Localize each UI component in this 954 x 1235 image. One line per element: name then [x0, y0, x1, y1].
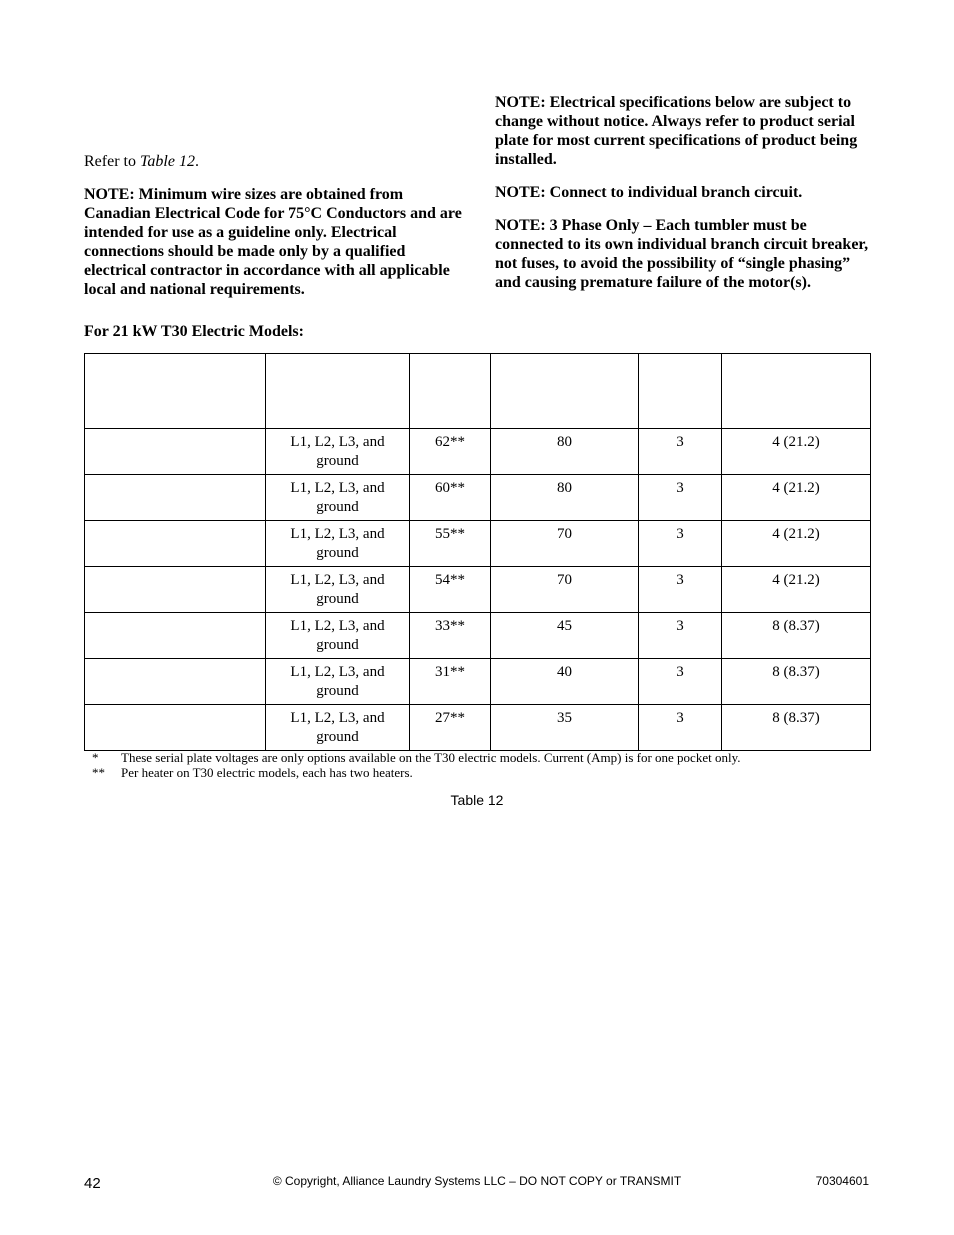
current-cell: 54**: [410, 567, 491, 613]
wire-size-cell: 4 (21.2): [722, 521, 871, 567]
table-header-row: [85, 354, 871, 429]
table-row: [85, 475, 871, 521]
current-cell: 27**: [410, 705, 491, 751]
wire-size-cell: 4 (21.2): [722, 475, 871, 521]
wires-cell: 3: [639, 705, 722, 751]
three-phase-note: NOTE: 3 Phase Only – Each tumbler must be connected to its own individual branch circuit breaker, not fuses, to avoid the possibility of “single phasing” and causing premature failure of the motor(s).: [495, 217, 869, 291]
table-footnotes: [92, 750, 740, 780]
footnote: [92, 765, 740, 780]
table-reference: [84, 152, 464, 171]
header-cell: [491, 354, 639, 429]
table-caption: Table 12: [450, 792, 504, 808]
table-row: [85, 705, 871, 751]
refer-suffix: .: [194, 153, 199, 170]
spec-change-note: NOTE: Electrical specifications below are subject to change without notice. Always refer to product serial plate for most current specifications of product being installed.: [495, 94, 858, 168]
connection-cell: L1, L2, L3, and ground: [266, 613, 410, 659]
header-cell: [266, 354, 410, 429]
wires-cell: 3: [639, 429, 722, 475]
breaker-cell: 70: [491, 567, 639, 613]
connection-cell: L1, L2, L3, and ground: [266, 475, 410, 521]
voltage-cell: [85, 659, 266, 705]
wires-cell: 3: [639, 567, 722, 613]
table-reference-link: Table 12: [139, 153, 195, 170]
voltage-cell: [85, 705, 266, 751]
header-cell: [722, 354, 871, 429]
voltage-cell: [85, 521, 266, 567]
branch-circuit-note: NOTE: Connect to individual branch circuit.: [495, 184, 803, 201]
voltage-cell: [85, 475, 266, 521]
page-number: 42: [84, 1175, 101, 1192]
table-row: [85, 521, 871, 567]
breaker-cell: 70: [491, 521, 639, 567]
connection-cell: L1, L2, L3, and ground: [266, 659, 410, 705]
footnote-mark: *: [92, 750, 99, 765]
copyright-notice: © Copyright, Alliance Laundry Systems LLC – DO NOT COPY or TRANSMIT: [272, 1174, 682, 1188]
wire-size-cell: 4 (21.2): [722, 429, 871, 475]
wires-cell: 3: [639, 613, 722, 659]
wire-size-note: NOTE: Minimum wire sizes are obtained from Canadian Electrical Code for 75°C Conductors and are intended for use as a guideline only. Electrical connections should be made only by a qualified electrical contractor in accordance with all applicable local and national requirements.: [84, 186, 462, 298]
header-cell: [85, 354, 266, 429]
connection-cell: L1, L2, L3, and ground: [266, 521, 410, 567]
voltage-cell: [85, 567, 266, 613]
table-row: [85, 429, 871, 475]
breaker-cell: 35: [491, 705, 639, 751]
current-cell: 31**: [410, 659, 491, 705]
footnote-mark: **: [92, 765, 105, 780]
electrical-spec-table: [84, 353, 871, 751]
wire-size-cell: 8 (8.37): [722, 613, 871, 659]
right-column: [495, 93, 873, 306]
table-row: [85, 659, 871, 705]
current-cell: 55**: [410, 521, 491, 567]
footnote-text: These serial plate voltages are only options available on the T30 electric models. Current (Amp) is for one pocket only.: [121, 750, 741, 765]
wire-size-cell: 8 (8.37): [722, 659, 871, 705]
left-column: [84, 152, 464, 313]
wire-size-cell: 4 (21.2): [722, 567, 871, 613]
current-cell: 60**: [410, 475, 491, 521]
header-cell: [410, 354, 491, 429]
connection-cell: L1, L2, L3, and ground: [266, 705, 410, 751]
wires-cell: 3: [639, 521, 722, 567]
voltage-cell: [85, 613, 266, 659]
breaker-cell: 45: [491, 613, 639, 659]
voltage-cell: [85, 429, 266, 475]
wire-size-cell: 8 (8.37): [722, 705, 871, 751]
wires-cell: 3: [639, 475, 722, 521]
breaker-cell: 80: [491, 429, 639, 475]
breaker-cell: 40: [491, 659, 639, 705]
table-row: [85, 613, 871, 659]
current-cell: 62**: [410, 429, 491, 475]
section-heading: For 21 kW T30 Electric Models:: [84, 323, 304, 340]
breaker-cell: 80: [491, 475, 639, 521]
connection-cell: L1, L2, L3, and ground: [266, 567, 410, 613]
wires-cell: 3: [639, 659, 722, 705]
current-cell: 33**: [410, 613, 491, 659]
footnote-text: Per heater on T30 electric models, each has two heaters.: [121, 765, 413, 780]
footnote: [92, 750, 740, 765]
refer-prefix: Refer to: [84, 153, 140, 170]
document-number: 70304601: [815, 1174, 869, 1188]
header-cell: [639, 354, 722, 429]
connection-cell: L1, L2, L3, and ground: [266, 429, 410, 475]
table-row: [85, 567, 871, 613]
